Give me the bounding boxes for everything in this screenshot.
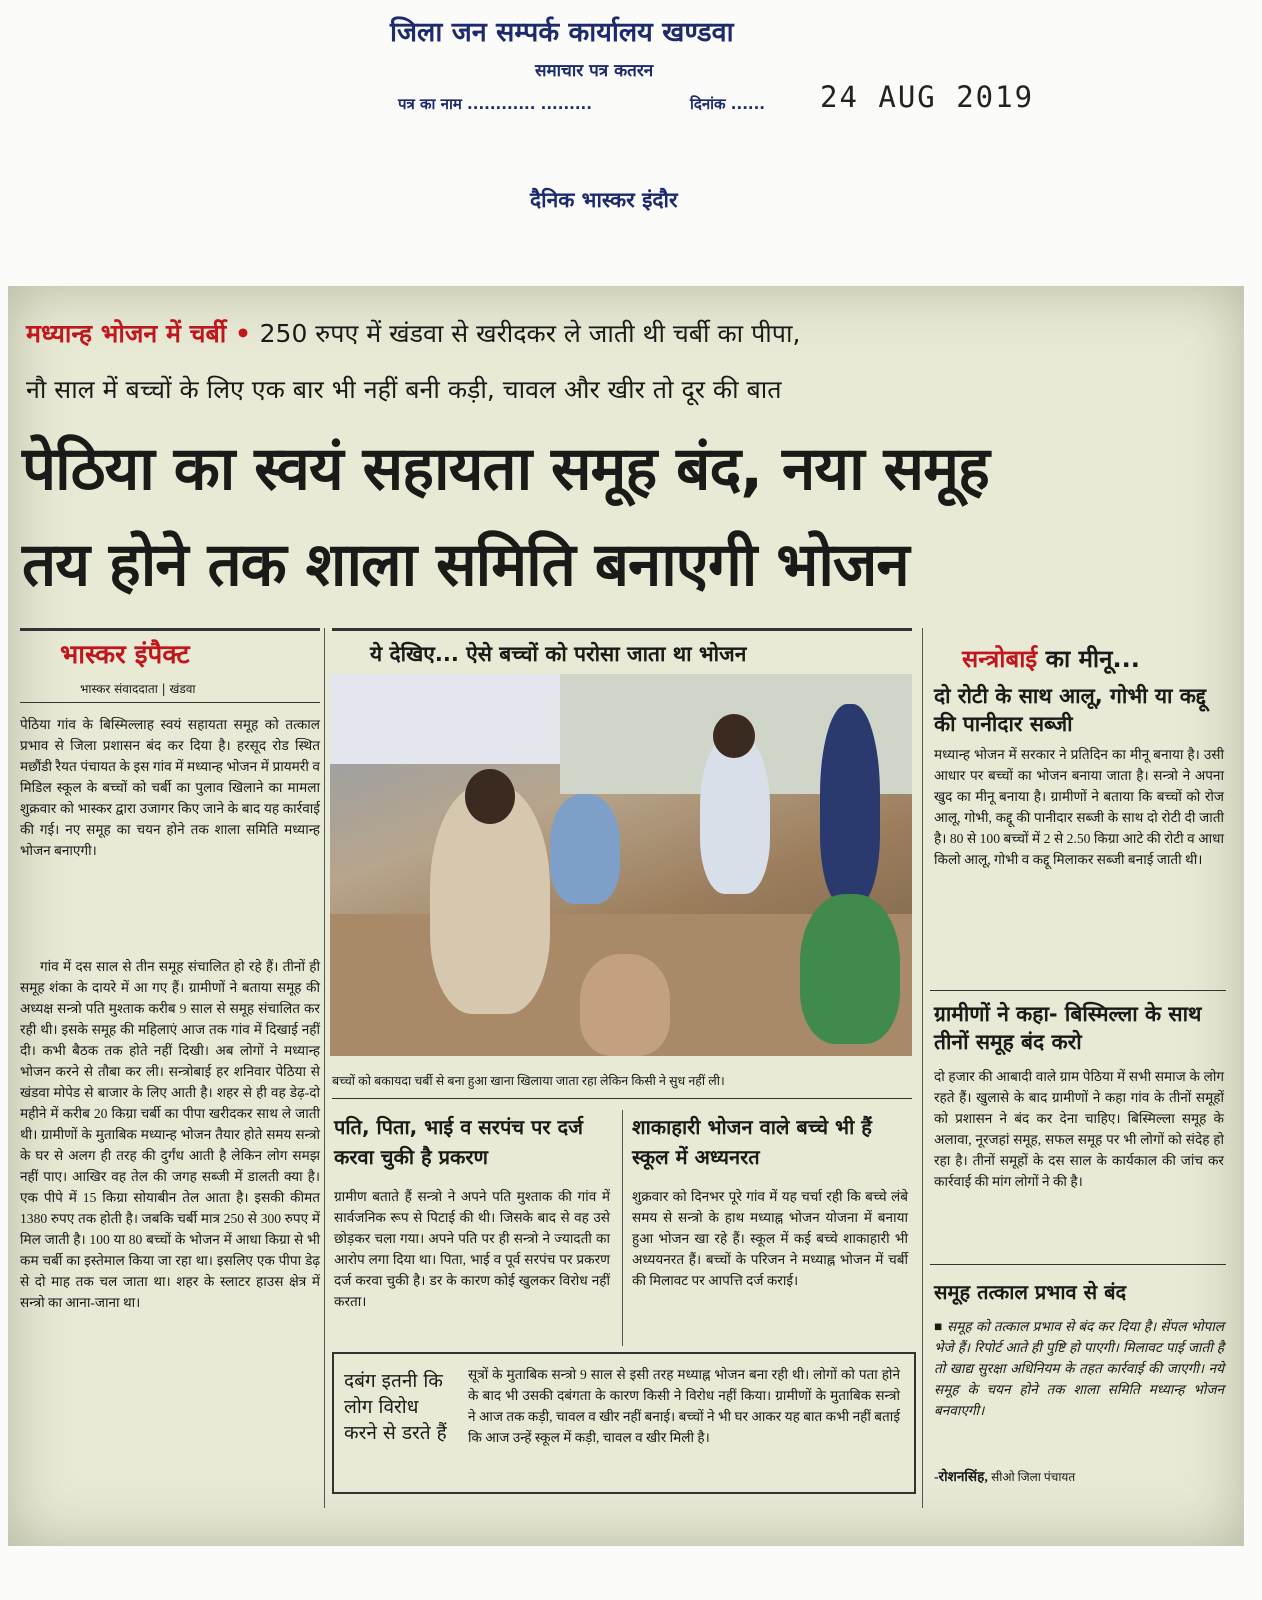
- sub-story-1-headline: पति, पिता, भाई व सरपंच पर दर्ज करवा चुकी है प्रकरण: [334, 1115, 583, 1169]
- headline-line-1: पेठिया का स्वयं सहायता समूह बंद, नया समूह: [22, 434, 989, 504]
- sub-story-2-headline: शाकाहारी भोजन वाले बच्चे भी हैं स्कूल में अध्यनरत: [632, 1115, 872, 1169]
- menu-headline: [962, 642, 1140, 675]
- newspaper-name: दैनिक भास्कर इंदौर: [530, 188, 678, 212]
- photo-heading: ये देखिए... ऐसे बच्चों को परोसा जाता था भोजन: [370, 642, 747, 666]
- column-divider-left: [324, 628, 325, 1508]
- date-field-label: दिनांक ......: [690, 95, 765, 113]
- byline-rule: [20, 702, 320, 703]
- caption-rule: [332, 1098, 912, 1099]
- seated-child-front: [580, 954, 670, 1056]
- box-story-body: सूत्रों के मुताबिक सन्त्रो 9 साल से इसी तरह मध्याह्न भोजन बना रही थी। लोगों को पता होने के बाद भी उसकी दबंगता के कारण किसी ने विरोध नहीं किया। ग्रामीणों के मुताबिक सन्त्रो ने आज तक कड़ी, चावल व खीर नहीं बनाई। बच्चों ने भी घर आकर यह बात कभी नहीं बताई कि आज उन्हें स्कूल में कड़ी, चावल व खीर मिली है।: [468, 1367, 900, 1445]
- boy-in-blue-figure: [820, 704, 880, 904]
- office-stamp-title: जिला जन सम्पर्क कार्यालय खण्डवा: [390, 17, 734, 48]
- children-eating-photo: [330, 674, 912, 1056]
- closure-body: ■ समूह को तत्काल प्रभाव से बंद कर दिया है। सेंपल भोपाल भेजे हैं। रिपोर्ट आते ही पुष्टि हो पाएगी। मिलावट पाई जाती है तो खाद्य सुरक्षा अधिनियम के तहत कार्रवाई की जाएगी। नये समूह के चयन होने तक शाला समिति मध्यान्ह भोजन बनवाएगी।: [934, 1319, 1224, 1418]
- signature-name: -रोशनसिंह,: [934, 1469, 988, 1484]
- main-story-para-2: गांव में दस साल से तीन समूह संचालित हो रहे हैं। तीनों ही समूह शंका के दायरे में आ गए हैं। ग्रामीणों ने बताया समूह की अध्यक्ष सन्त्रो पति मुश्ताक करीब 9 साल से समूह संचालित कर रही थी। इसके समूह की महिलाएं आज तक गांव में दिखाई नहीं दी। कभी बैठक तक होते नहीं दिखी। अब लोगों ने मध्यान्ह भोजन करने से तौबा कर ली। सन्त्रोबाई हर शनिवार पेठिया से खंडवा मोपेड से बाजार के लिए आती है। शहर से ही वह डेढ़-दो महीने में करीब 20 किग्रा चर्बी का पीपा खरीदकर साथ ले जाती थी। ग्रामीणों के मुताबिक मध्यान्ह भोजन तैयार होते समय सन्त्रो के घर से अलग ही तरह की दुर्गंध आती है लेकिन लोग समझ नहीं पाए। आखिर वह तेल की जगह सब्जी में डालती क्या है। एक पीपे में 15 किग्रा सोयाबीन तेल आता है। इसकी कीमत 1380 रुपए तक होती है। जबकि चर्बी मात्र 250 से 300 रुपए में मिल जाती है। 100 या 80 बच्चों के भोजन में आधा किग्रा से भी कम चर्बी का इस्तेमाल किया जा रहा था। इसलिए एक पीपा डेढ़ से दो माह तक चल जाता था। शहर के स्लाटर हाउस क्षेत्र में सन्त्रो का आना-जाना था।: [20, 959, 320, 1310]
- woman-head: [465, 769, 515, 824]
- kicker-text: 250 रुपए में खंडवा से खरीदकर ले जाती थी चर्बी का पीपा,: [259, 319, 801, 348]
- menu-headline-rest: का मीनू...: [1045, 645, 1140, 673]
- villagers-body: दो हजार की आबादी वाले ग्राम पेठिया में सभी समाज के लोग रहते हैं। खुलासे के बाद ग्रामीणों ने कहा गांव के तीनों समूहों को प्रशासन ने बंद कर देना चाहिए। बिस्मिल्ला समूह के अलावा, नूरजहां समूह, सफल समूह पर भी लोगों को संदेह हो रहा है। तीनों समूहों के दस साल के कार्यकाल की जांच कर कार्रवाई की मांग लोगों ने की है।: [934, 1069, 1224, 1189]
- main-story-para-1: पेठिया गांव के बिस्मिल्लाह स्वयं सहायता समूह को तत्काल प्रभाव से जिला प्रशासन बंद कर दिया है। हरसूद रोड स्थित मछौंडी रैयत पंचायत के इस गांव में मध्यान्ह भोजन में प्रायमरी व मिडिल स्कूल के बच्चों को चर्बी का पुलाव खिलाने का मामला शुक्रवार को भास्कर द्वारा उजागर किए जाने के बाद यह कार्रवाई की गई। नए समूह का चयन होने तक शाला समिति मध्यान्ह भोजन बनाएगी।: [20, 717, 320, 858]
- menu-body: मध्यान्ह भोजन में सरकार ने प्रतिदिन का मीनू बनाया है। उसी आधार पर बच्चों का भोजन बनाया जाता है। सन्त्रो ने अपना खुद का मीनू बनाया है। ग्रामीणों ने बताया कि बच्चों को रोज आलू, गोभी, कद्दू की पानीदार सब्जी के साथ दो रोटी दी जाती है। 80 से 100 बच्चों में 2 से 2.50 किग्रा आटे की रोटी व आधा किलो आलू, गोभी व कद्दू मिलाकर सब्जी बनाई जाती थी।: [934, 747, 1224, 867]
- photo-caption: बच्चों को बकायदा चर्बी से बना हुआ खाना खिलाया जाता रहा लेकिन किसी ने सुध नहीं ली।: [332, 1074, 725, 1088]
- left-column-top-rule: [20, 628, 320, 631]
- byline: भास्कर संवाददाता | खंडवा: [80, 682, 196, 696]
- menu-subheadline: दो रोटी के साथ आलू, गोभी या कद्दू की पानीदार सब्जी: [934, 684, 1207, 736]
- paper-name-field: पत्र का नाम ............ .........: [398, 95, 592, 113]
- headline-line-2: तय होने तक शाला समिति बनाएगी भोजन: [22, 530, 909, 600]
- sub-story-1-body: ग्रामीण बताते हैं सन्त्रो ने अपने पति मुश्ताक की गांव में सार्वजनिक रूप से पिटाई की थी। जिसके बाद से वह उसे छोड़कर चला गया। अपने पति पर ही सन्त्रो ने ज्यादती का आरोप लगा दिया था। पिता, भाई व पूर्व सरपंच पर प्रकरण दर्ज करवा चुकी है। डर के कारण कोई खुलकर विरोध नहीं करता।: [334, 1189, 610, 1309]
- sub-story-divider: [622, 1110, 623, 1346]
- menu-rule: [930, 990, 1226, 991]
- clipping-section-label: समाचार पत्र कतरन: [535, 61, 654, 81]
- kicker-line-1: [26, 316, 1236, 350]
- signature-role: सीओ जिला पंचायत: [991, 1470, 1076, 1484]
- date-stamp: 24 AUG 2019: [820, 80, 1035, 114]
- bhaskar-impact-brand: भास्कर इंपैक्ट: [60, 640, 190, 670]
- standing-girl-head: [713, 714, 755, 758]
- kicker-red-text: मध्यान्ह भोजन में चर्बी •: [26, 319, 251, 348]
- kicker-line-2: नौ साल में बच्चों के लिए एक बार भी नहीं बनी कड़ी, चावल और खीर तो दूर की बात: [26, 375, 782, 404]
- sub-story-2-body: शुक्रवार को दिनभर पूरे गांव में यह चर्चा रही कि बच्चे लंबे समय से सन्त्रो के हाथ मध्याह्न भोजन योजना में बनाया हुआ भोजन खा रहे हैं। स्कूल में कई बच्चे शाकाहारी भी अध्ययनरत हैं। बच्चों के परिजन ने मध्याह्न भोजन में चर्बी की मिलावट पर आपत्ति दर्ज कराई।: [632, 1189, 908, 1288]
- closure-signature: [934, 1466, 1224, 1485]
- standing-girl-figure: [700, 734, 770, 894]
- villagers-headline: ग्रामीणों ने कहा- बिस्मिल्ला के साथ तीनों समूह बंद करो: [934, 1002, 1202, 1054]
- photo-top-rule: [332, 628, 912, 631]
- menu-headline-name: सन्त्रोबाई: [962, 645, 1038, 673]
- seated-child-blue: [550, 794, 620, 904]
- column-divider-right: [922, 628, 923, 1508]
- blackboard-notice: [330, 674, 560, 764]
- villagers-rule: [930, 1264, 1226, 1265]
- box-story-headline: दबंग इतनी कि लोग विरोध करने से डरते हैं: [344, 1370, 447, 1444]
- closure-headline: समूह तत्काल प्रभाव से बंद: [934, 1280, 1127, 1304]
- child-green-dress: [800, 894, 900, 1044]
